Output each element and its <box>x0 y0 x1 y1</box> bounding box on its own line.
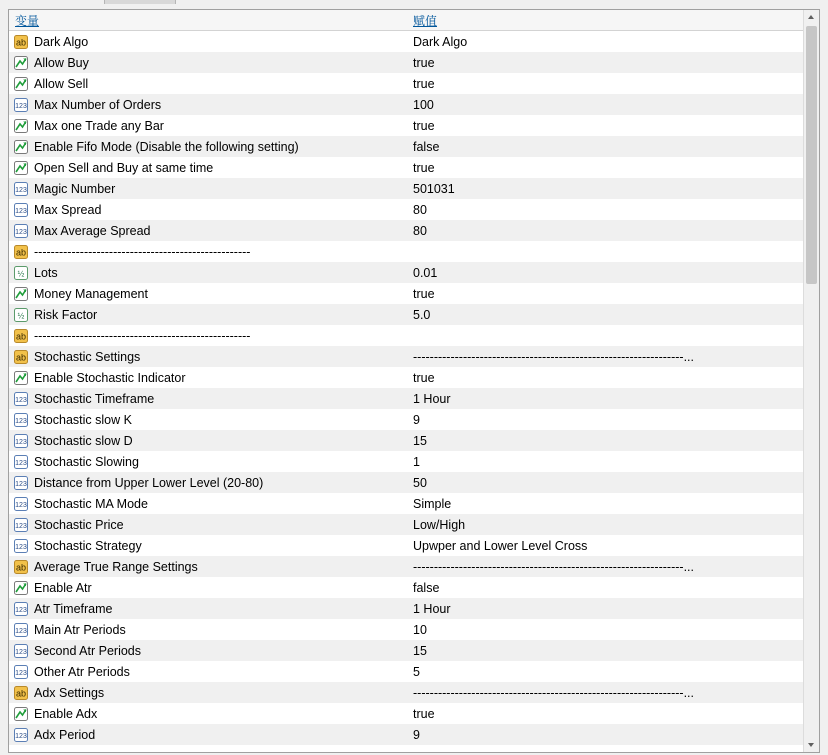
variable-cell[interactable] <box>9 560 407 574</box>
svg-text:123: 123 <box>15 102 27 110</box>
value-cell[interactable]: -----------------------------------------------------------------... <box>413 349 694 364</box>
variable-label: Average True Range Settings <box>34 559 198 574</box>
variable-cell[interactable] <box>9 602 407 616</box>
svg-text:123: 123 <box>15 417 27 425</box>
variable-cell[interactable] <box>9 161 407 175</box>
value-cell[interactable]: 15 <box>413 433 427 448</box>
integer-icon <box>14 476 28 490</box>
variable-cell[interactable] <box>9 476 407 490</box>
integer-icon <box>14 182 28 196</box>
variable-cell[interactable] <box>9 224 407 238</box>
variable-cell[interactable] <box>9 203 407 217</box>
svg-text:123: 123 <box>15 543 27 551</box>
value-cell[interactable]: 9 <box>413 412 420 427</box>
value-cell[interactable]: 80 <box>413 223 427 238</box>
variable-label: Stochastic Timeframe <box>34 391 155 406</box>
table-row[interactable] <box>9 703 804 724</box>
variable-cell[interactable] <box>9 728 407 742</box>
variable-label: Max one Trade any Bar <box>34 118 164 133</box>
variable-cell[interactable] <box>9 56 407 70</box>
inputs-table[interactable] <box>9 10 804 752</box>
value-cell[interactable]: true <box>413 76 435 91</box>
ab-text-icon <box>14 686 28 700</box>
variable-cell[interactable] <box>9 497 407 511</box>
table-row[interactable] <box>9 94 804 115</box>
scroll-down-arrow-icon[interactable] <box>804 737 819 752</box>
value-cell[interactable]: 15 <box>413 643 427 658</box>
vertical-scrollbar[interactable] <box>803 10 819 752</box>
svg-text:123: 123 <box>15 732 27 740</box>
value-cell[interactable]: 100 <box>413 97 434 112</box>
value-cell[interactable]: 1 Hour <box>413 391 451 406</box>
integer-icon <box>14 434 28 448</box>
svg-text:ab: ab <box>15 247 27 257</box>
svg-text:123: 123 <box>15 522 27 530</box>
inputs-panel <box>8 9 820 753</box>
variable-label: Allow Sell <box>34 76 89 91</box>
variable-label: Adx Period <box>34 727 96 742</box>
table-row[interactable] <box>9 136 804 157</box>
value-cell[interactable]: 80 <box>413 202 427 217</box>
variable-label: Max Spread <box>34 202 102 217</box>
boolean-icon <box>14 77 28 91</box>
table-row[interactable] <box>9 73 804 94</box>
svg-text:123: 123 <box>15 501 27 509</box>
table-row[interactable] <box>9 241 804 262</box>
variable-label: Stochastic slow D <box>34 433 133 448</box>
value-cell[interactable]: Dark Algo <box>413 34 468 49</box>
variable-label: Adx Settings <box>34 685 105 700</box>
variable-cell[interactable] <box>9 539 407 553</box>
table-row[interactable] <box>9 52 804 73</box>
svg-text:½: ½ <box>17 311 25 320</box>
value-cell[interactable]: 9 <box>413 727 420 742</box>
variable-cell[interactable] <box>9 371 407 385</box>
ab-text-icon <box>14 329 28 343</box>
variable-cell[interactable] <box>9 413 407 427</box>
table-row[interactable] <box>9 220 804 241</box>
boolean-icon <box>14 140 28 154</box>
variable-label: Other Atr Periods <box>34 664 130 679</box>
table-row[interactable] <box>9 493 804 514</box>
variable-cell[interactable] <box>9 581 407 595</box>
table-row[interactable] <box>9 577 804 598</box>
value-cell[interactable]: Simple <box>413 496 452 511</box>
table-row[interactable] <box>9 556 804 577</box>
ab-text-icon <box>14 560 28 574</box>
variable-cell[interactable] <box>9 119 407 133</box>
variable-label: Open Sell and Buy at same time <box>34 160 214 175</box>
double-number-icon <box>14 308 28 322</box>
table-row[interactable] <box>9 514 804 535</box>
table-row[interactable] <box>9 325 804 346</box>
variable-label: Atr Timeframe <box>34 601 113 616</box>
value-cell[interactable]: false <box>413 580 440 595</box>
integer-icon <box>14 539 28 553</box>
variable-cell[interactable] <box>9 35 407 49</box>
svg-text:123: 123 <box>15 438 27 446</box>
svg-text:123: 123 <box>15 648 27 656</box>
ab-text-icon <box>14 35 28 49</box>
variable-label: Stochastic Settings <box>34 349 141 364</box>
variable-label: Stochastic Slowing <box>34 454 139 469</box>
table-row[interactable] <box>9 430 804 451</box>
variable-cell[interactable] <box>9 518 407 532</box>
variable-label: Max Number of Orders <box>34 97 162 112</box>
value-cell[interactable]: Upwper and Lower Level Cross <box>413 538 588 553</box>
table-row[interactable] <box>9 388 804 409</box>
table-row[interactable] <box>9 724 804 745</box>
table-row[interactable] <box>9 346 804 367</box>
variable-label: Magic Number <box>34 181 116 196</box>
variable-cell[interactable] <box>9 266 407 280</box>
svg-text:123: 123 <box>15 669 27 677</box>
column-header-variable[interactable]: 变量 <box>15 13 40 28</box>
value-cell[interactable]: 1 Hour <box>413 601 451 616</box>
value-cell[interactable]: false <box>413 139 440 154</box>
svg-text:ab: ab <box>15 331 27 341</box>
ab-text-icon <box>14 245 28 259</box>
table-row[interactable] <box>9 682 804 703</box>
value-cell[interactable]: true <box>413 55 435 70</box>
boolean-icon <box>14 287 28 301</box>
variable-cell[interactable] <box>9 98 407 112</box>
svg-text:123: 123 <box>15 186 27 194</box>
value-cell[interactable]: 10 <box>413 622 427 637</box>
value-cell[interactable]: Low/High <box>413 517 466 532</box>
table-row[interactable] <box>9 451 804 472</box>
integer-icon <box>14 623 28 637</box>
boolean-icon <box>14 161 28 175</box>
tab-strip-fragment[interactable] <box>104 0 176 4</box>
integer-icon <box>14 518 28 532</box>
variable-label: Enable Adx <box>34 706 98 721</box>
parent-window-top-strip <box>0 0 828 9</box>
svg-text:ab: ab <box>15 37 27 47</box>
table-row[interactable] <box>9 283 804 304</box>
value-cell[interactable]: true <box>413 706 435 721</box>
integer-icon <box>14 203 28 217</box>
variable-label: Stochastic Strategy <box>34 538 142 553</box>
variable-cell[interactable] <box>9 707 407 721</box>
table-row[interactable] <box>9 598 804 619</box>
variable-label: Money Management <box>34 286 148 301</box>
boolean-icon <box>14 56 28 70</box>
variable-cell[interactable] <box>9 350 407 364</box>
svg-text:ab: ab <box>15 352 27 362</box>
svg-text:123: 123 <box>15 627 27 635</box>
table-row[interactable] <box>9 472 804 493</box>
value-cell[interactable]: 1 <box>413 454 420 469</box>
scrollbar-thumb[interactable] <box>806 26 817 284</box>
integer-icon <box>14 455 28 469</box>
integer-icon <box>14 602 28 616</box>
table-row[interactable] <box>9 115 804 136</box>
ab-text-icon <box>14 350 28 364</box>
variable-cell[interactable] <box>9 308 407 322</box>
variable-label: Risk Factor <box>34 307 98 322</box>
svg-text:123: 123 <box>15 606 27 614</box>
variable-label: ---------------------------------------------------- <box>34 244 251 259</box>
value-cell[interactable]: true <box>413 370 435 385</box>
variable-cell[interactable] <box>9 77 407 91</box>
variable-label: Dark Algo <box>34 34 89 49</box>
table-row[interactable] <box>9 367 804 388</box>
variable-label: Max Average Spread <box>34 223 151 238</box>
value-cell[interactable]: -----------------------------------------------------------------... <box>413 559 694 574</box>
variable-cell[interactable] <box>9 245 407 259</box>
value-cell[interactable]: true <box>413 286 435 301</box>
variable-cell[interactable] <box>9 140 407 154</box>
variable-label: Enable Stochastic Indicator <box>34 370 186 385</box>
variable-cell[interactable] <box>9 182 407 196</box>
table-row[interactable] <box>9 640 804 661</box>
table-row[interactable] <box>9 31 804 52</box>
variable-label: Distance from Upper Lower Level (20-80) <box>34 475 264 490</box>
boolean-icon <box>14 119 28 133</box>
variable-cell[interactable] <box>9 434 407 448</box>
table-row[interactable] <box>9 304 804 325</box>
variable-label: Stochastic MA Mode <box>34 496 148 511</box>
integer-icon <box>14 497 28 511</box>
table-row[interactable] <box>9 409 804 430</box>
boolean-icon <box>14 371 28 385</box>
value-cell[interactable]: 501031 <box>413 181 455 196</box>
variable-cell[interactable] <box>9 623 407 637</box>
svg-text:123: 123 <box>15 207 27 215</box>
variable-cell[interactable] <box>9 392 407 406</box>
integer-icon <box>14 413 28 427</box>
scroll-up-arrow-icon[interactable] <box>804 10 819 25</box>
variable-label: Lots <box>34 265 58 280</box>
table-row[interactable] <box>9 178 804 199</box>
table-row[interactable] <box>9 199 804 220</box>
table-row[interactable] <box>9 157 804 178</box>
value-cell[interactable]: 0.01 <box>413 265 438 280</box>
variable-label: Stochastic Price <box>34 517 124 532</box>
variable-cell[interactable] <box>9 644 407 658</box>
variable-label: Main Atr Periods <box>34 622 126 637</box>
variable-cell[interactable] <box>9 329 407 343</box>
table-row[interactable] <box>9 619 804 640</box>
table-header-row <box>9 10 804 31</box>
integer-icon <box>14 224 28 238</box>
variable-cell[interactable] <box>9 455 407 469</box>
boolean-icon <box>14 707 28 721</box>
variable-cell[interactable] <box>9 686 407 700</box>
double-number-icon <box>14 266 28 280</box>
integer-icon <box>14 98 28 112</box>
variable-label: ---------------------------------------------------- <box>34 328 251 343</box>
variable-label: Allow Buy <box>34 55 89 70</box>
variable-cell[interactable] <box>9 665 407 679</box>
variable-label: Enable Atr <box>34 580 92 595</box>
variable-cell[interactable] <box>9 287 407 301</box>
value-cell[interactable]: true <box>413 118 435 133</box>
boolean-icon <box>14 581 28 595</box>
integer-icon <box>14 665 28 679</box>
value-cell[interactable]: 50 <box>413 475 427 490</box>
integer-icon <box>14 392 28 406</box>
column-header-value[interactable]: 赋值 <box>413 13 438 28</box>
svg-text:½: ½ <box>17 269 25 278</box>
integer-icon <box>14 728 28 742</box>
integer-icon <box>14 644 28 658</box>
table-row[interactable] <box>9 661 804 682</box>
svg-text:123: 123 <box>15 459 27 467</box>
table-row[interactable] <box>9 535 804 556</box>
value-cell[interactable]: true <box>413 160 435 175</box>
value-cell[interactable]: 5.0 <box>413 307 431 322</box>
svg-text:123: 123 <box>15 228 27 236</box>
variable-label: Enable Fifo Mode (Disable the following setting) <box>34 139 299 154</box>
variable-label: Stochastic slow K <box>34 412 132 427</box>
svg-text:ab: ab <box>15 688 27 698</box>
value-cell[interactable]: 5 <box>413 664 420 679</box>
svg-text:123: 123 <box>15 396 27 404</box>
table-row[interactable] <box>9 262 804 283</box>
svg-text:123: 123 <box>15 480 27 488</box>
value-cell[interactable]: -----------------------------------------------------------------... <box>413 685 694 700</box>
variable-label: Second Atr Periods <box>34 643 142 658</box>
svg-text:ab: ab <box>15 562 27 572</box>
